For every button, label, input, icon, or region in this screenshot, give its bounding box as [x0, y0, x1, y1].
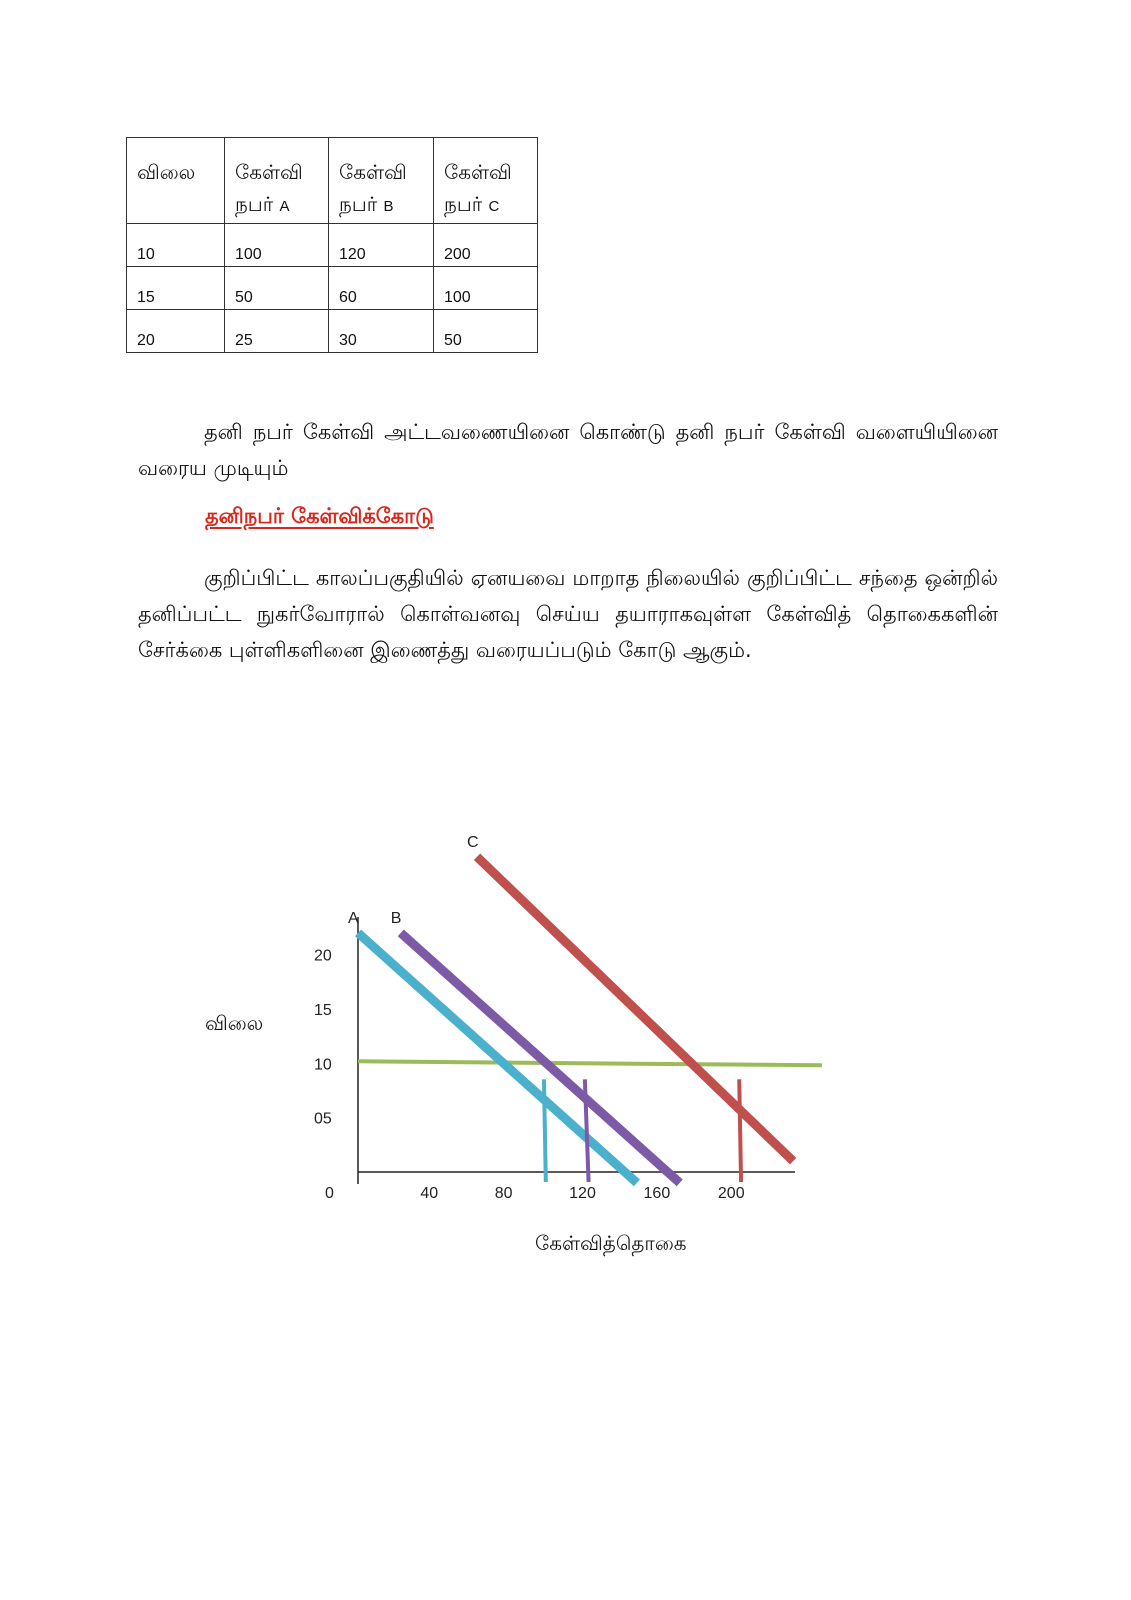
x-tick-label: 0	[325, 1185, 334, 1202]
demand-lines	[348, 834, 822, 1183]
definition-paragraph	[138, 560, 998, 668]
table-cell: 10	[127, 224, 225, 267]
y-tick-label: 05	[314, 1110, 332, 1128]
table-header-row	[127, 138, 538, 224]
x-tick-label: 200	[717, 1185, 745, 1202]
y-tick-label: 15	[314, 1001, 332, 1019]
table-cell: 15	[127, 267, 225, 310]
x-tick-label: 80	[494, 1185, 513, 1202]
table-cell: 50	[434, 310, 538, 353]
demand-schedule-table	[126, 137, 538, 353]
table-cell: 50	[225, 267, 329, 310]
series-label-a: A	[348, 909, 359, 927]
table-cell: 100	[225, 224, 329, 267]
header-price	[127, 138, 225, 224]
y-axis-label: விலை	[205, 1011, 264, 1035]
header-letter: A	[279, 198, 290, 215]
chart-axes	[358, 917, 795, 1184]
header-label: கேள்வி	[235, 160, 303, 184]
price-line	[358, 1061, 822, 1065]
definition-paragraph-text: குறிப்பிட்ட காலப்பகுதியில் ஏனயவை மாறாத நிலையில் குறிப்பிட்ட சந்தை ஒன்றில் தனிப்பட்ட நுகர்வோரால் கொள்வனவு செய்ய தயாராகவுள்ள கேள்வித் தொகைகளின் சேர்க்கை புள்ளிகளினை இணைத்து வரையப்படும் கோடு ஆகும்.	[138, 566, 998, 662]
header-demand-a	[225, 138, 329, 224]
drop-line-c	[739, 1079, 741, 1182]
x-tick-label: 40	[420, 1185, 439, 1202]
drop-line-a	[544, 1079, 546, 1182]
header-label-person: நபர்	[339, 192, 378, 216]
demand-line-b	[401, 933, 680, 1183]
header-price-label: விலை	[137, 160, 196, 184]
header-label: கேள்வி	[339, 160, 407, 184]
demand-line-c	[477, 857, 793, 1161]
header-letter: B	[383, 198, 394, 215]
table-row	[127, 224, 538, 267]
table-cell: 100	[434, 267, 538, 310]
series-label-b: B	[390, 909, 402, 927]
header-demand-b	[329, 138, 434, 224]
table-cell: 120	[329, 224, 434, 267]
header-letter: C	[488, 198, 500, 215]
intro-paragraph-text: தனி நபர் கேள்வி அட்டவணையினை கொண்டு தனி நபர் கேள்வி வளையியினை வரைய முடியும்	[138, 420, 998, 480]
table-cell: 25	[225, 310, 329, 353]
series-label-c: C	[467, 833, 479, 851]
section-heading: தனிநபர் கேள்விக்கோடு	[205, 504, 434, 528]
y-tick-label: 20	[314, 947, 332, 965]
table-row	[127, 310, 538, 353]
drop-line-b	[585, 1079, 589, 1182]
y-tick-label: 10	[314, 1056, 332, 1074]
table-cell: 20	[127, 310, 225, 353]
demand-line-a	[358, 933, 637, 1183]
intro-paragraph	[138, 414, 998, 486]
header-demand-c	[434, 138, 538, 224]
header-label: கேள்வி	[444, 160, 512, 184]
header-label-person: நபர்	[235, 192, 274, 216]
table-cell: 60	[329, 267, 434, 310]
header-label-person: நபர்	[444, 192, 483, 216]
x-axis-label: கேள்வித்தொகை	[535, 1231, 687, 1255]
table-cell: 30	[329, 310, 434, 353]
x-tick-label: 120	[569, 1185, 596, 1202]
x-tick-label: 160	[643, 1185, 671, 1202]
tick-labels	[314, 948, 745, 1202]
table-cell: 200	[434, 224, 538, 267]
table-row	[127, 267, 538, 310]
